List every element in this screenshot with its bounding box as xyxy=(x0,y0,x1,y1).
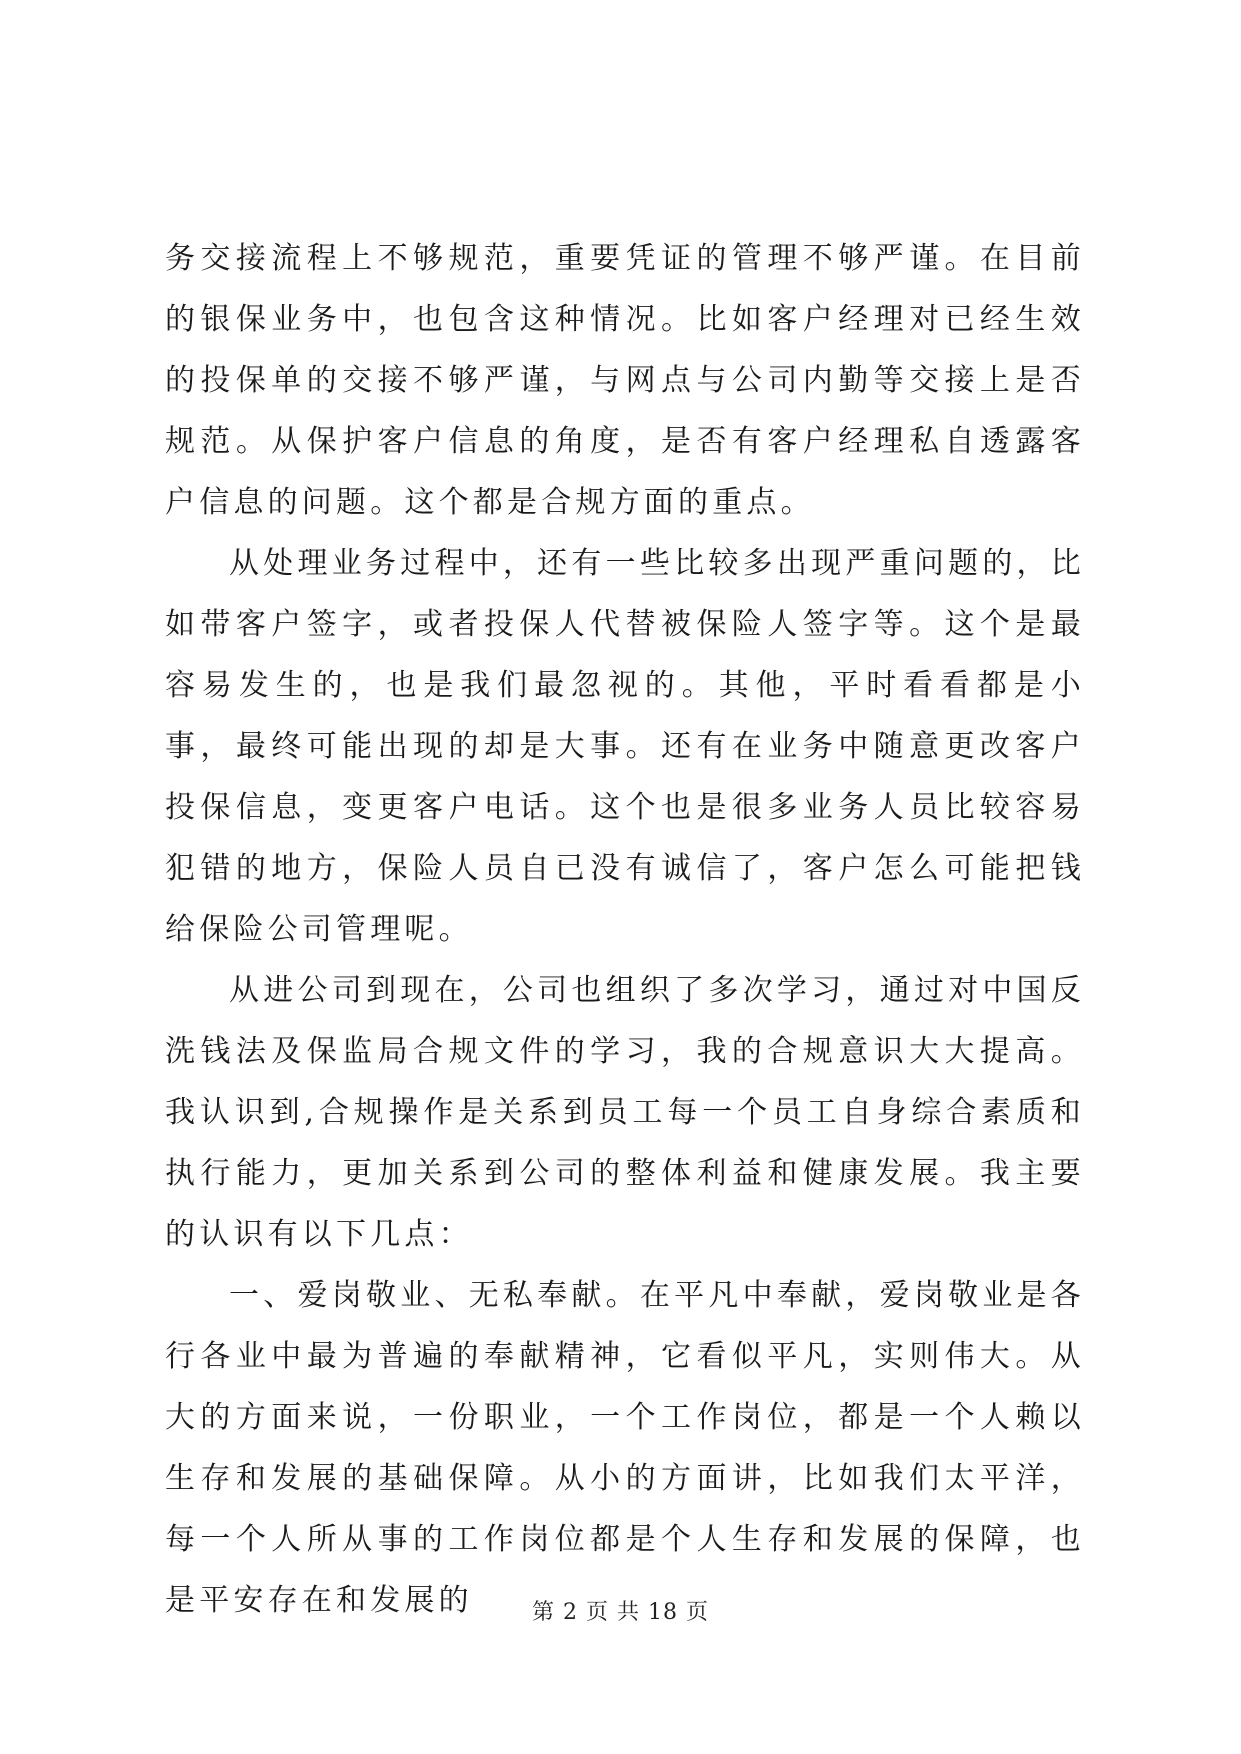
paragraph-3: 从进公司到现在，公司也组织了多次学习，通过对中国反洗钱法及保监局合规文件的学习，我的合规意识大大提高。我认识到,合规操作是关系到员工每一个员工自身综合素质和执行能力，更加关系到公司的整体利益和健康发展。我主要的认识有以下几点： xyxy=(165,973,1085,1252)
document-body xyxy=(165,228,1085,1631)
paragraph-1: 务交接流程上不够规范，重要凭证的管理不够严谨。在目前的银保业务中，也包含这种情况。比如客户经理对已经生效的投保单的交接不够严谨，与网点与公司内勤等交接上是否规范。从保护客户信息的角度，是否有客户经理私自透露客户信息的问题。这个都是合规方面的重点。 xyxy=(165,241,1085,520)
paragraph-4: 一、爱岗敬业、无私奉献。在平凡中奉献，爱岗敬业是各行各业中最为普遍的奉献精神，它看似平凡，实则伟大。从大的方面来说，一份职业，一个工作岗位，都是一个人赖以生存和发展的基础保障。从小的方面讲，比如我们太平洋，每一个人所从事的工作岗位都是个人生存和发展的保障，也是平安存在和发展的 xyxy=(165,1278,1085,1618)
page-footer: 第 2 页 共 18 页 xyxy=(532,1600,709,1625)
paragraph-2: 从处理业务过程中，还有一些比较多出现严重问题的，比如带客户签字，或者投保人代替被保险人签字等。这个是最容易发生的，也是我们最忽视的。其他，平时看看都是小事，最终可能出现的却是大事。还有在业务中随意更改客户投保信息，变更客户电话。这个也是很多业务人员比较容易犯错的地方，保险人员自已没有诚信了，客户怎么可能把钱给保险公司管理呢。 xyxy=(165,546,1085,947)
